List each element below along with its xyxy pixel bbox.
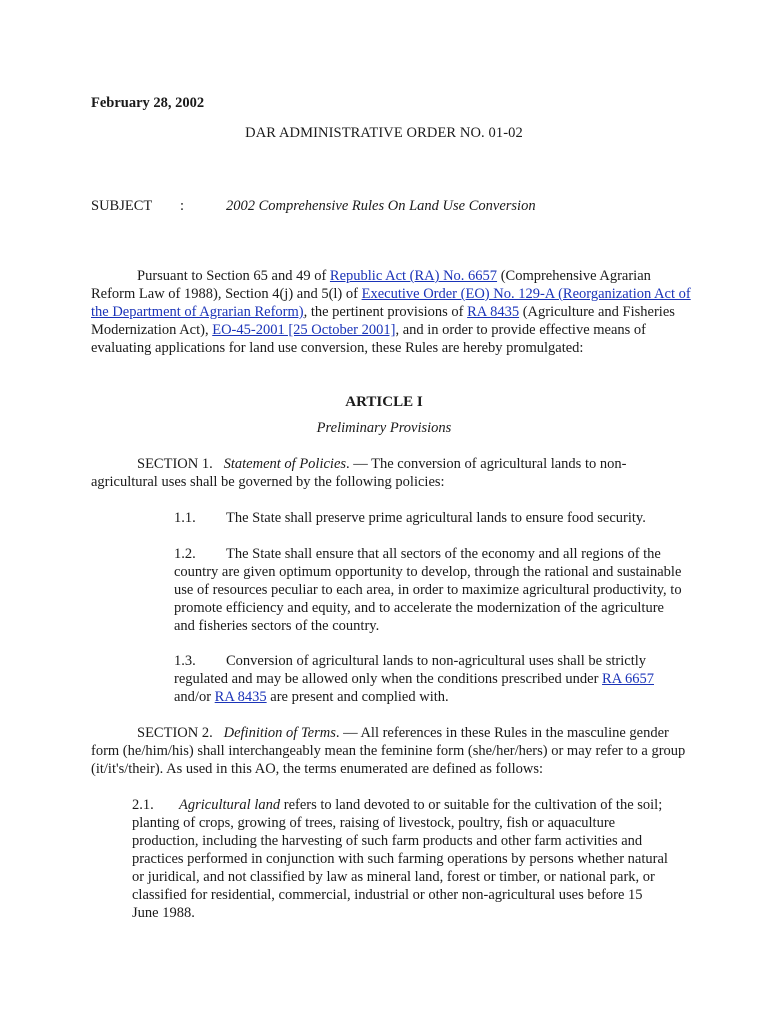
policy-item-text: The State shall ensure that all sectors of the economy and all regions of the country are given optimum opportunity to develop, through the rational and sustainable use of resources peculiar to each area, in order to maximize agricultural productivity, to promote efficiency and equity, and to accelerate the modernization of the agriculture and fisheries sectors of the country. <box>174 546 682 634</box>
policy-item-text: The State shall preserve prime agricultural lands to ensure food security. <box>226 510 646 526</box>
link-ra-8435[interactable]: RA 8435 <box>467 304 520 320</box>
section-2-label: SECTION 2. <box>137 725 213 741</box>
policy-item-number: 1.3. <box>174 653 196 669</box>
preamble-text: , the pertinent provisions of <box>303 304 468 320</box>
preamble-text: , and in order to provide effective means of evaluating applications for land use conversion, these Rules are hereby promulgated: <box>91 322 647 356</box>
section-2-title: Definition of Terms <box>223 725 336 741</box>
section-2-text: . — All references in these Rules in the masculine gender form (he/him/his) shall interchangeably mean the feminine form (she/her/hers) or may refer to a group (it/it's/their). As used in this AO, the terms enumerated are defined as follows: <box>91 725 686 777</box>
link-eo-129a[interactable]: Executive Order (EO) No. 129-A (Reorganization Act of the Department of Agrarian Reform) <box>91 286 691 320</box>
policy-item-text: Conversion of agricultural lands to non-agricultural uses shall be strictly regulated and may be allowed only when the conditions prescribed under <box>174 653 646 687</box>
subject-value: 2002 Comprehensive Rules On Land Use Conversion <box>226 198 536 214</box>
document-date: February 28, 2002 <box>91 95 205 111</box>
article-heading: ARTICLE I <box>345 394 423 410</box>
link-ra-8435[interactable]: RA 8435 <box>214 689 267 705</box>
preamble-text: (Comprehensive Agrarian Reform Law of 1988), Section 4(j) and 5(l) of <box>91 268 651 302</box>
link-ra-6657[interactable]: RA 6657 <box>602 671 654 687</box>
section-1-title: Statement of Policies <box>223 456 347 472</box>
policy-item-number: 1.2. <box>174 546 196 562</box>
preamble-text: Pursuant to Section 65 and 49 of <box>137 268 330 284</box>
order-title: DAR ADMINISTRATIVE ORDER NO. 01-02 <box>245 125 523 141</box>
link-eo-45-2001[interactable]: EO-45-2001 [25 October 2001] <box>212 322 396 338</box>
preamble-paragraph <box>91 267 691 357</box>
policy-item-text: are present and complied with. <box>266 689 449 705</box>
definition-item <box>132 796 672 922</box>
link-ra-6657[interactable]: Republic Act (RA) No. 6657 <box>329 268 498 284</box>
policy-item-number: 1.1. <box>174 510 196 526</box>
policy-item <box>174 545 684 635</box>
section-1-label: SECTION 1. <box>137 456 213 472</box>
subject-label: SUBJECT <box>91 198 153 214</box>
definition-text: refers to land devoted to or suitable for the cultivation of the soil; planting of crops, growing of trees, raising of livestock, poultry, fish or aquaculture production, including the harvesting of such farm products and other farm activities and practices performed in conjunction with such farming operations by persons whether natural or juridical, and not classified by law as mineral land, forest or timber, or national park, or classified for residential, commercial, industrial or other non-agricultural uses before 15 June 1988. <box>132 797 668 921</box>
section-2-paragraph <box>91 724 691 778</box>
definition-number: 2.1. <box>132 797 154 813</box>
policy-item <box>174 652 684 706</box>
section-1-paragraph <box>91 455 691 491</box>
definition-term: Agricultural land <box>179 797 281 813</box>
subject-colon: : <box>180 198 185 214</box>
section-1-text: . — The conversion of agricultural lands to non-agricultural uses shall be governed by the following policies: <box>91 456 627 490</box>
policy-item-text: and/or <box>174 689 215 705</box>
policy-item <box>174 509 684 527</box>
preamble-text: (Agriculture and Fisheries Modernization Act), <box>91 304 675 338</box>
article-subheading: Preliminary Provisions <box>316 420 452 436</box>
